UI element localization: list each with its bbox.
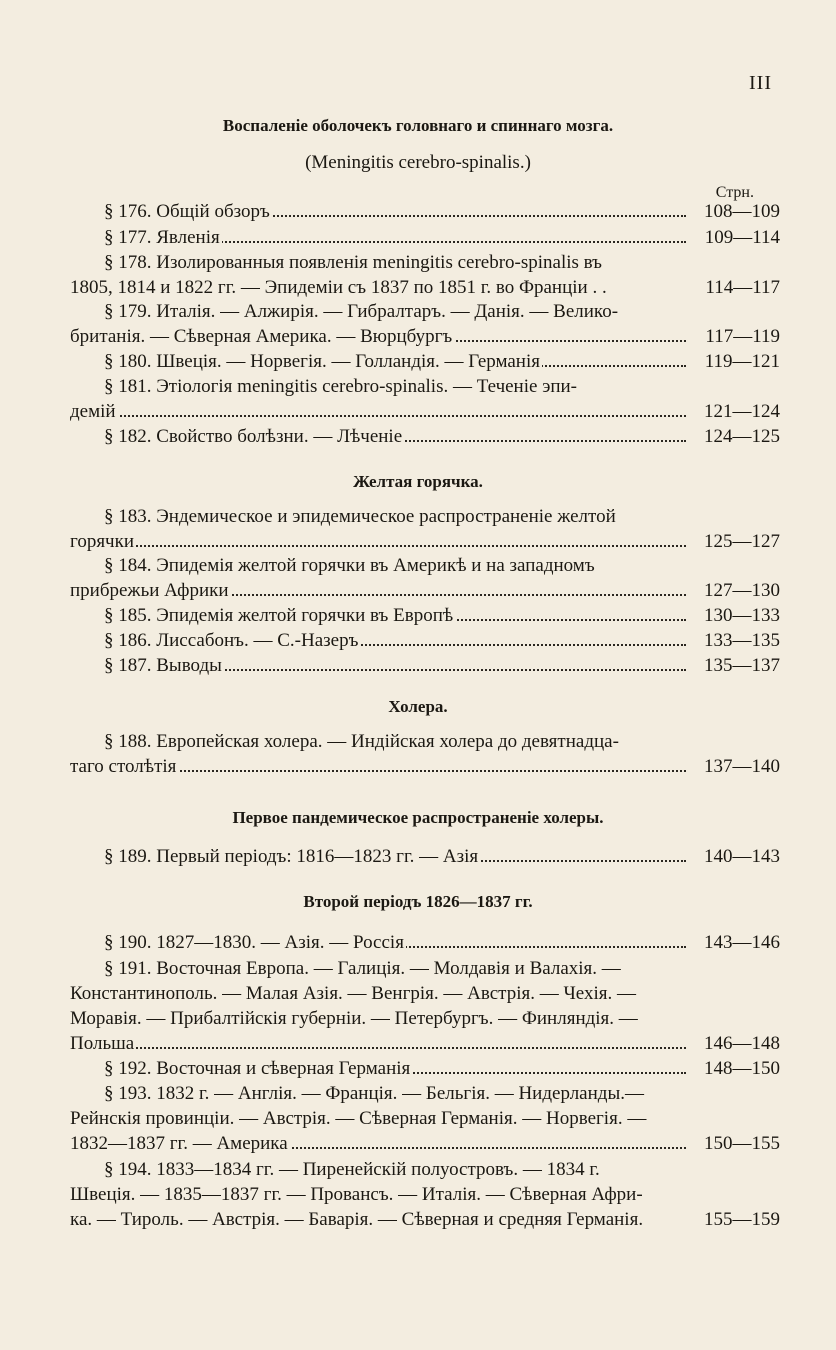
toc-entry: [0, 1209, 836, 1233]
toc-entry-text: 1805, 1814 и 1822 гг. — Эпидеміи съ 1837 по 1851 г. во Франціи . .: [70, 277, 607, 298]
toc-entry-pages: 124—125: [700, 426, 780, 448]
toc-entry-text: § 187. Выводы: [104, 655, 222, 676]
toc-entry: [0, 401, 836, 425]
toc-entry: [0, 932, 836, 956]
toc-entry: [0, 326, 836, 350]
toc-entry-text: 1832—1837 гг. — Америка: [70, 1133, 288, 1154]
toc-entry-pages: 114—117: [701, 277, 780, 299]
toc-entry-pages: 119—121: [701, 351, 780, 373]
toc-entry-text: § 189. Первый періодъ: 1816—1823 гг. — Азія: [104, 846, 479, 867]
toc-entry-pages: 140—143: [700, 846, 780, 868]
section-heading-meningitis: Воспаленіе оболочекъ головнаго и спиннаго мозга.: [222, 116, 614, 135]
toc-entry: [0, 1033, 836, 1057]
toc-entry-line: Константинополь. — Малая Азія. — Венгрія. — Австрія. — Чехія. —: [70, 983, 637, 1004]
toc-entry-pages: 135—137: [700, 655, 780, 677]
toc-entry: [0, 351, 836, 375]
toc-entry-line: § 188. Европейская холера. — Индійская холера до девятнадца-: [104, 731, 619, 752]
toc-entry-line: Моравія. — Прибалтійскія губерніи. — Петербургъ. — Финляндія. —: [70, 1008, 638, 1029]
toc-entry-line: § 193. 1832 г. — Англія. — Франція. — Бельгія. — Нидерланды.—: [104, 1083, 644, 1104]
toc-entry-text: § 192. Восточная и сѣверная Германія: [104, 1058, 411, 1079]
section-heading-cholera: Холера.: [388, 697, 448, 716]
toc-entry-text: § 177. Явленія: [104, 227, 220, 248]
toc-entry-text: Польша: [70, 1033, 135, 1054]
toc-entry: [0, 531, 836, 555]
section-heading-yellow-fever: Желтая горячка.: [353, 472, 483, 491]
toc-entry-text: § 186. Лиссабонъ. — С.-Назеръ: [104, 630, 359, 651]
toc-entry-text: § 180. Швеція. — Норвегія. — Голландія. — Германія: [104, 351, 540, 372]
toc-entry-pages: 109—114: [701, 227, 780, 249]
toc-entry: [0, 277, 836, 301]
toc-entry-pages: 137—140: [700, 756, 780, 778]
toc-entry-pages: 125—127: [700, 531, 780, 553]
toc-entry: [0, 580, 836, 604]
toc-entry: [0, 1133, 836, 1157]
toc-entry-text: демій: [70, 401, 116, 422]
toc-entry: [0, 605, 836, 629]
section-subtitle-meningitis: (Meningitis cerebro-spinalis.): [305, 152, 531, 173]
toc-entry-pages: 155—159: [700, 1209, 780, 1231]
toc-entry-pages: 133—135: [700, 630, 780, 652]
toc-entry: [0, 846, 836, 870]
toc-entry-pages: 127—130: [700, 580, 780, 602]
toc-entry-text: § 182. Свойство болѣзни. — Лѣченіе: [104, 426, 403, 447]
page-number: III: [749, 72, 772, 94]
section-heading-second-period: Второй періодъ 1826—1837 гг.: [303, 892, 533, 911]
toc-entry-pages: 148—150: [700, 1058, 780, 1080]
toc-entry-text: § 190. 1827—1830. — Азія. — Россія: [104, 932, 404, 953]
toc-entry-text: прибрежьи Африки: [70, 580, 229, 601]
toc-entry-pages: 108—109: [700, 201, 780, 223]
pages-column-header: Стрн.: [715, 184, 754, 201]
toc-entry-text: § 185. Эпидемія желтой горячки въ Европѣ: [104, 605, 454, 626]
toc-entry-pages: 143—146: [700, 932, 780, 954]
toc-entry: [0, 1058, 836, 1082]
toc-entry-pages: 150—155: [700, 1133, 780, 1155]
toc-entry-line: § 179. Италія. — Алжирія. — Гибралтаръ. — Данія. — Велико-: [104, 301, 619, 322]
toc-entry: [0, 201, 836, 225]
toc-entry-text: британія. — Сѣверная Америка. — Вюрцбургъ: [70, 326, 453, 347]
toc-entry-text: горячки: [70, 531, 135, 552]
toc-entry: [0, 227, 836, 251]
toc-entry: [0, 655, 836, 679]
toc-entry-line: § 178. Изолированныя появленія meningitis cerebro-spinalis въ: [104, 252, 603, 273]
toc-entry-pages: 146—148: [700, 1033, 780, 1055]
toc-entry-line: § 184. Эпидемія желтой горячки въ Америкѣ и на западномъ: [104, 555, 595, 576]
toc-entry-text: таго столѣтія: [70, 756, 177, 777]
toc-entry: [0, 756, 836, 780]
toc-entry: [0, 630, 836, 654]
toc-entry-line: § 183. Эндемическое и эпидемическое распространеніе желтой: [104, 506, 616, 527]
toc-entry-line: Швеція. — 1835—1837 гг. — Провансъ. — Италія. — Сѣверная Афри-: [70, 1184, 643, 1205]
toc-entry-pages: 130—133: [700, 605, 780, 627]
toc-entry-line: § 191. Восточная Европа. — Галиція. — Молдавія и Валахія. —: [104, 958, 621, 979]
section-heading-pandemic: Первое пандемическое распространеніе холеры.: [232, 808, 604, 827]
toc-entry-pages: 117—119: [701, 326, 780, 348]
toc-entry-line: Рейнскія провинціи. — Австрія. — Сѣверная Германія. — Норвегія. —: [70, 1108, 647, 1129]
toc-entry-text: § 176. Общій обзоръ: [104, 201, 270, 222]
toc-entry: [0, 426, 836, 450]
toc-entry-pages: 121—124: [700, 401, 780, 423]
toc-entry-line: § 194. 1833—1834 гг. — Пиренейскій полуостровъ. — 1834 г.: [104, 1159, 600, 1180]
toc-entry-line: § 181. Этіологія meningitis cerebro-spinalis. — Теченіе эпи-: [104, 376, 578, 397]
toc-entry-text: ка. — Тироль. — Австрія. — Баварія. — Сѣверная и средняя Германія.: [70, 1209, 644, 1230]
